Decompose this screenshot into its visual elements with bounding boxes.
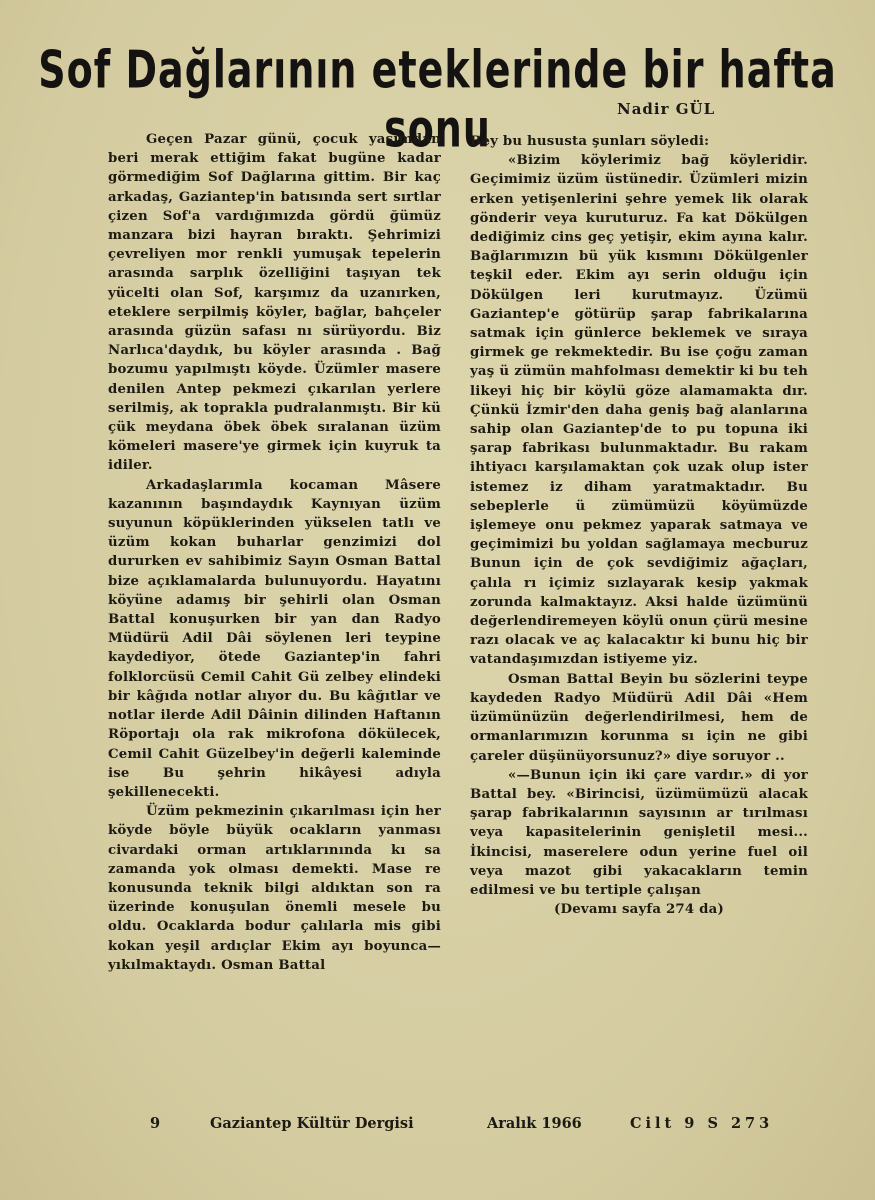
paragraph: Osman Battal Beyin bu sözlerini teype kaydeden Radyo Müdürü Adil Dâi «Hem üzümünüzün değerlendirilmesi, hem de ormanlarımızın korunma sı için ne gibi çareler düşünüyorsunuz?» diye soruyor .. (470, 671, 808, 764)
page-number: 9 (150, 1115, 161, 1132)
right-column (470, 132, 808, 919)
paragraph: Bey bu hususta şunları söyledi: (470, 134, 710, 149)
paragraph: «Bizim köylerimiz bağ köyleridir. Geçimimiz üzüm üstünedir. Üzümleri mizin erken yetişenlerini şehre yemek lik olarak gönderir veya kuruturuz. Fa kat Dökülgen dediğimiz cins geç yetişir, ekim ayına kalır. Bağlarımızın bü yük kısmını Dökülgenler teşkil eder. Ekim ayı serin olduğu için Dökülgen leri kurutmayız. Üzümü Gaziantep'e götürüp şarap fabrikalarına satmak için günlerce beklemek ve sıraya girmek ge rekmektedir. Bu ise çoğu zaman yaş ü zümün mahfolması demektir ki bu teh likeyi hiç bir köylü göze alamamakta dır. Çünkü İzmir'den daha geniş bağ alanlarına sahip olan Gaziantep'de to pu topuna iki şarap fabrikası bulunmaktadır. Bu rakam ihtiyacı karşılamaktan çok uzak olup ister istemez iz diham yaratmaktadır. Bu sebeplerle ü zümümüzü köyümüzde işlemeye onu pekmez yaparak satmaya ve geçimimizi bu yoldan sağlamaya mecburuz Bunun için de çok sevdiğimiz ağaçları, çalıla rı içimiz sızlayarak kesip yakmak zorunda kalmaktayız. Aksi halde üzümünü değerlendiremeyen köylü onun çürü mesine razı olacak ve aç kalacaktır ki bunu hiç bir vatandaşımızdan istiyeme yiz. (470, 153, 808, 668)
issue-date: Aralık 1966 (487, 1115, 582, 1132)
paragraph: Arkadaşlarımla kocaman Mâsere kazanının başındaydık Kaynıyan üzüm suyunun köpüklerinden yükselen tatlı ve üzüm kokan buharlar genzimizi dol dururken ev sahibimiz Sayın Osman Battal bize açıklamalarda bulunuyordu. Hayatını köyüne adamış bir şehirli olan Osman Battal konuşurken bir yan dan Radyo Müdürü Adil Dâi söylenen leri teypine kaydediyor, ötede Gaziantep'in fahri folklorcüsü Cemil Cahit Gü zelbey elindeki bir kâğıda notlar alıyor du. Bu kâğıtlar ve notlar ilerde Adil Dâinin dilinden Haftanın Röportajı ola rak mikrofona dökülecek, Cemil Cahit Güzelbey'in değerli kaleminde ise Bu şehrin hikâyesi adıyla şekillenecekti. (108, 477, 441, 800)
article-title: Sof Dağlarının eteklerinde bir hafta sonu (38, 40, 837, 159)
paragraph: Üzüm pekmezinin çıkarılması için her köyde böyle büyük ocakların yanması civardaki orman artıklarınında kı sa zamanda yok olması demekti. Mase re konusunda teknik bilgi aldıktan son ra üzerinde konuşulan önemli mesele bu oldu. Ocaklarda bodur çalılarla mis gibi kokan yeşil ardıçlar Ekim ayı boyunca—yıkılmaktaydı. Osman Battal (108, 804, 441, 973)
paragraph: Geçen Pazar günü, çocuk yaşımdan beri merak ettiğim fakat bugüne kadar görmediğim Sof Dağlarına gittim. Bir kaç arkadaş, Gaziantep'in batısında sert sırtlar çizen Sof'a vardığımızda gördü ğümüz manzara bizi hayran bıraktı. Şehrimizi çevreliyen mor renkli yumuşak tepelerin arasında sarplık özelliğini taşıyan tek yücelti olan Sof, karşımız da uzanırken, eteklere serpilmiş köyler, bağlar, bahçeler arasında güzün safası nı sürüyordu. Biz Narlıca'daydık, bu köyler arasında . Bağ bozumu yapılmıştı köyde. Üzümler masere denilen Antep pekmezi çıkarılan yerlere serilmiş, ak toprakla pudralanmıştı. Bir kü çük meydana öbek öbek sıralanan üzüm kömeleri masere'ye girmek için kuyruk ta idiler. (108, 132, 441, 474)
magazine-name: Gaziantep Kültür Dergisi (210, 1115, 414, 1132)
article-author: Nadir GÜL (617, 100, 716, 118)
left-column (108, 130, 441, 975)
paragraph: «—Bunun için iki çare vardır.» di yor Battal bey. «Birincisi, üzümümüzü alacak şarap fabrikalarının sayısının ar tırılması veya kapasitelerinin genişletil mesi... İkincisi, maserelere odun yerine fuel oil veya mazot gibi yakacakların temin edilmesi ve bu tertiple çalışan (470, 767, 808, 898)
continued-note: (Devamı sayfa 274 da) (554, 902, 724, 918)
volume-issue: Cilt 9 S 273 (630, 1115, 774, 1132)
page-footer (0, 1115, 875, 1139)
